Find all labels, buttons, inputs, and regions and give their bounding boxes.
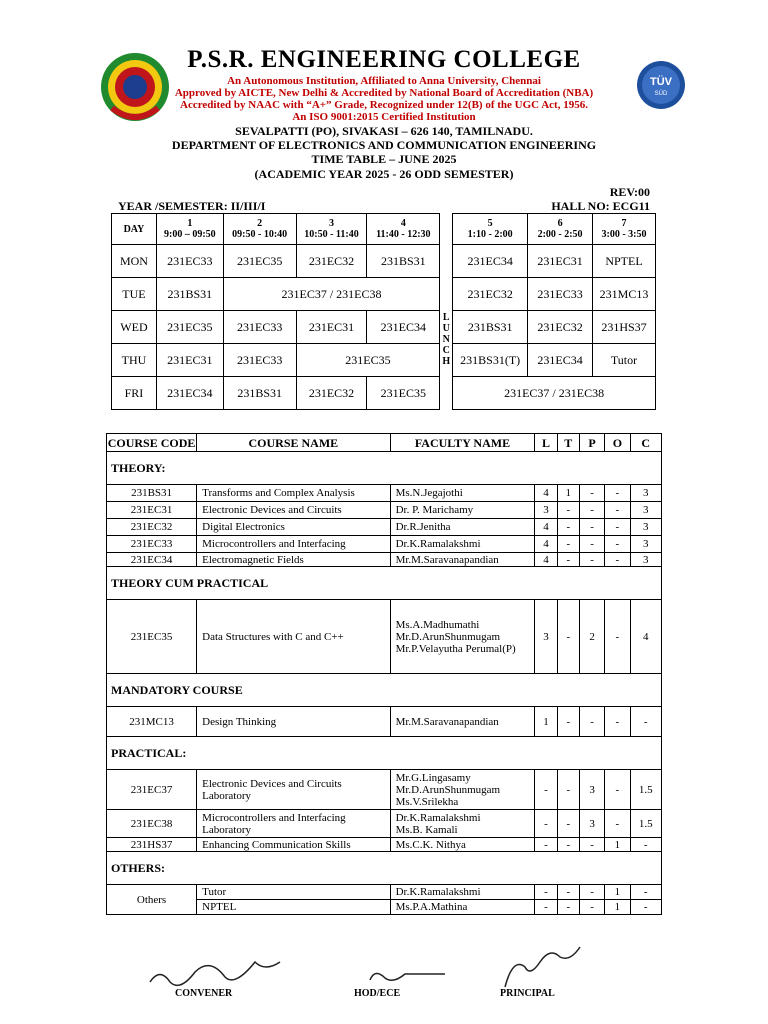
slot-cell: 231EC37 / 231EC38 <box>223 278 440 311</box>
slot-cell: 231BS31 <box>156 278 223 311</box>
faculty-name: Mr.M.Saravanapandian <box>390 553 535 567</box>
credit-p: - <box>579 838 604 852</box>
course-code: 231EC38 <box>107 810 197 838</box>
credit-o: - <box>605 485 630 502</box>
credit-p: 2 <box>579 600 604 674</box>
period-header: 3 10:50 - 11:40 <box>296 214 367 245</box>
slot-cell: 231EC32 <box>528 311 593 344</box>
credit-l: 1 <box>535 707 557 737</box>
table-row <box>107 485 662 502</box>
credit-o: 1 <box>605 838 630 852</box>
slot-cell: 231EC33 <box>223 311 296 344</box>
day-cell: THU <box>112 344 157 377</box>
day-header: DAY <box>112 214 157 245</box>
course-name: Tutor <box>197 885 390 900</box>
department: DEPARTMENT OF ELECTRONICS AND COMMUNICATION ENGINEERING <box>171 138 597 152</box>
credit-c: 3 <box>630 553 661 567</box>
faculty-name: Ms.A.Madhumathi Mr.D.ArunShunmugam Mr.P.Velayutha Perumal(P) <box>390 600 535 674</box>
slot-cell: NPTEL <box>593 245 656 278</box>
faculty-name: Dr. P. Marichamy <box>390 502 535 519</box>
course-code: 231MC13 <box>107 707 197 737</box>
section-theory: THEORY: <box>107 452 662 485</box>
section-mandatory: MANDATORY COURSE <box>107 674 662 707</box>
timetable <box>111 213 656 410</box>
credit-l: 4 <box>535 553 557 567</box>
credit-c: 4 <box>630 600 661 674</box>
faculty-name: Ms.P.A.Mathina <box>390 900 535 915</box>
course-name: Design Thinking <box>197 707 390 737</box>
faculty-name: Mr.M.Saravanapandian <box>390 707 535 737</box>
credit-c: - <box>630 885 661 900</box>
faculty-name: Ms.C.K. Nithya <box>390 838 535 852</box>
table-row <box>107 810 662 838</box>
day-cell: MON <box>112 245 157 278</box>
lunch-column: L U N C H <box>440 214 453 410</box>
credit-c: 3 <box>630 519 661 536</box>
revision: REV:00 <box>609 185 650 199</box>
credit-o: - <box>605 502 630 519</box>
credit-p: - <box>579 502 604 519</box>
credit-t: - <box>557 707 579 737</box>
section-practical: PRACTICAL: <box>107 737 662 770</box>
faculty-name: Ms.N.Jegajothi <box>390 485 535 502</box>
course-code: 231EC37 <box>107 770 197 810</box>
section-others: OTHERS: <box>107 852 662 885</box>
course-code: 231HS37 <box>107 838 197 852</box>
tuv-sub: SÜD <box>654 91 668 97</box>
academic-year: (ACADEMIC YEAR 2025 - 26 ODD SEMESTER) <box>254 167 514 181</box>
faculty-name: Dr.K.Ramalakshmi Ms.B. Kamali <box>390 810 535 838</box>
credit-c: 3 <box>630 536 661 553</box>
principal-label: PRINCIPAL <box>500 988 555 999</box>
credit-c: 1.5 <box>630 770 661 810</box>
section-row <box>107 567 662 600</box>
credit-l: - <box>535 838 557 852</box>
slot-cell: 231BS31(T) <box>453 344 528 377</box>
credit-o: - <box>605 707 630 737</box>
credit-l: 4 <box>535 536 557 553</box>
credit-t: - <box>557 519 579 536</box>
credit-o: 1 <box>605 900 630 915</box>
course-code: 231BS31 <box>107 485 197 502</box>
slot-cell: 231EC31 <box>528 245 593 278</box>
credit-l: 4 <box>535 519 557 536</box>
tuv-text: TÜV <box>650 76 672 88</box>
col-header: COURSE CODE <box>107 435 196 450</box>
credit-t: - <box>557 600 579 674</box>
slot-cell: Tutor <box>593 344 656 377</box>
credit-p: - <box>579 519 604 536</box>
slot-cell: 231EC32 <box>453 278 528 311</box>
credit-l: - <box>535 810 557 838</box>
credit-o: - <box>605 519 630 536</box>
timetable-row-fri <box>112 377 656 410</box>
slot-cell: 231MC13 <box>593 278 656 311</box>
slot-cell: 231EC34 <box>367 311 440 344</box>
course-name: Data Structures with C and C++ <box>197 600 390 674</box>
slot-cell: 231EC34 <box>528 344 593 377</box>
credit-o: - <box>605 553 630 567</box>
col-header: O <box>605 434 630 452</box>
period-header: 2 09:50 - 10:40 <box>223 214 296 245</box>
credit-t: - <box>557 810 579 838</box>
course-name: Transforms and Complex Analysis <box>197 485 390 502</box>
year-semester: YEAR /SEMESTER: II/III/I <box>118 199 266 213</box>
period-header: 1 9:00 – 09:50 <box>156 214 223 245</box>
credit-t: - <box>557 900 579 915</box>
credit-l: 3 <box>535 600 557 674</box>
credit-o: - <box>605 536 630 553</box>
section-row <box>107 674 662 707</box>
credit-p: - <box>579 900 604 915</box>
slot-cell: 231EC34 <box>453 245 528 278</box>
slot-cell: 231EC33 <box>156 245 223 278</box>
credit-c: 3 <box>630 502 661 519</box>
header-line-1: An Autonomous Institution, Affiliated to Anna University, Chennai <box>227 75 541 87</box>
course-code: 231EC34 <box>107 553 197 567</box>
slot-cell: 231EC33 <box>223 344 296 377</box>
table-row <box>107 502 662 519</box>
slot-cell: 231EC35 <box>367 377 440 410</box>
slot-cell: 231BS31 <box>223 377 296 410</box>
course-name: Electromagnetic Fields <box>197 553 390 567</box>
course-name: NPTEL <box>197 900 390 915</box>
course-name: Electronic Devices and Circuits <box>197 502 390 519</box>
slot-cell: 231EC35 <box>156 311 223 344</box>
table-row <box>107 519 662 536</box>
faculty-name: Mr.G.Lingasamy Mr.D.ArunShunmugam Ms.V.Srilekha <box>390 770 535 810</box>
college-name: P.S.R. ENGINEERING COLLEGE <box>187 46 581 73</box>
table-row <box>107 600 662 674</box>
col-header: C <box>630 434 661 452</box>
credit-c: - <box>630 838 661 852</box>
col-header: P <box>579 434 604 452</box>
hod-label: HOD/ECE <box>354 988 401 999</box>
faculty-name: Dr.K.Ramalakshmi <box>390 536 535 553</box>
slot-cell: 231EC34 <box>156 377 223 410</box>
period-header: 6 2:00 - 2:50 <box>528 214 593 245</box>
address: SEVALPATTI (PO), SIVAKASI – 626 140, TAMILNADU. <box>235 124 533 138</box>
course-name: Microcontrollers and Interfacing <box>197 536 390 553</box>
course-name: Electronic Devices and Circuits Laboratory <box>197 770 390 810</box>
credit-c: 1.5 <box>630 810 661 838</box>
col-header: L <box>535 434 557 452</box>
timetable-header-row <box>112 214 656 245</box>
credit-p: 3 <box>579 810 604 838</box>
course-code: Others <box>107 885 197 915</box>
credit-t: - <box>557 885 579 900</box>
credit-p: - <box>579 485 604 502</box>
slot-cell: 231BS31 <box>453 311 528 344</box>
course-code: 231EC31 <box>107 502 197 519</box>
credit-t: 1 <box>557 485 579 502</box>
slot-cell: 231BS31 <box>367 245 440 278</box>
hall-number: HALL NO: ECG11 <box>551 199 650 213</box>
course-code: 231EC33 <box>107 536 197 553</box>
course-table <box>106 433 662 915</box>
slot-cell: 231EC31 <box>296 311 367 344</box>
faculty-name: Dr.R.Jenitha <box>390 519 535 536</box>
table-row <box>107 770 662 810</box>
credit-p: - <box>579 707 604 737</box>
header-line-2: Approved by AICTE, New Delhi & Accredited by National Board of Accreditation (NBA) <box>174 87 594 99</box>
credit-o: - <box>605 600 630 674</box>
section-row <box>107 452 662 485</box>
credit-t: - <box>557 770 579 810</box>
credit-l: 3 <box>535 502 557 519</box>
timetable-row-tue <box>112 278 656 311</box>
section-row <box>107 737 662 770</box>
credit-l: - <box>535 885 557 900</box>
col-header: T <box>557 434 579 452</box>
slot-cell: 231EC33 <box>528 278 593 311</box>
slot-cell: 231EC35 <box>296 344 440 377</box>
course-header-row <box>107 434 662 452</box>
credit-p: 3 <box>579 770 604 810</box>
table-row <box>107 536 662 553</box>
credit-t: - <box>557 536 579 553</box>
day-cell: FRI <box>112 377 157 410</box>
slot-cell: 231EC31 <box>156 344 223 377</box>
header-line-3: Accredited by NAAC with “A+” Grade, Recognized under 12(B) of the UGC Act, 1956. <box>180 99 588 111</box>
course-code: 231EC35 <box>107 600 197 674</box>
section-tcp: THEORY CUM PRACTICAL <box>107 567 662 600</box>
credit-l: 4 <box>535 485 557 502</box>
day-cell: TUE <box>112 278 157 311</box>
col-header: FACULTY NAME <box>390 434 535 452</box>
course-name: Enhancing Communication Skills <box>197 838 390 852</box>
credit-c: - <box>630 707 661 737</box>
credit-t: - <box>557 553 579 567</box>
slot-cell: 231HS37 <box>593 311 656 344</box>
table-row <box>107 885 662 900</box>
period-header: 5 1:10 - 2:00 <box>453 214 528 245</box>
signature-area <box>120 942 650 1012</box>
credit-p: - <box>579 536 604 553</box>
convener-label: CONVENER <box>175 988 233 999</box>
hod-signature <box>370 973 445 980</box>
period-header: 7 3:00 - 3:50 <box>593 214 656 245</box>
timetable-row-thu <box>112 344 656 377</box>
credit-o: 1 <box>605 885 630 900</box>
course-code: 231EC32 <box>107 519 197 536</box>
course-name: Microcontrollers and Interfacing Laboratory <box>197 810 390 838</box>
course-name: Digital Electronics <box>197 519 390 536</box>
table-row <box>107 553 662 567</box>
credit-l: - <box>535 900 557 915</box>
col-header: COURSE NAME <box>197 434 390 452</box>
credit-o: - <box>605 770 630 810</box>
credit-t: - <box>557 502 579 519</box>
credit-t: - <box>557 838 579 852</box>
principal-signature <box>505 947 580 987</box>
slot-cell: 231EC35 <box>223 245 296 278</box>
slot-cell: 231EC32 <box>296 245 367 278</box>
slot-cell: 231EC32 <box>296 377 367 410</box>
convener-signature <box>150 962 280 985</box>
credit-p: - <box>579 885 604 900</box>
table-row <box>107 838 662 852</box>
timetable-row-mon <box>112 245 656 278</box>
credit-l: - <box>535 770 557 810</box>
credit-c: - <box>630 900 661 915</box>
credit-p: - <box>579 553 604 567</box>
header-line-4: An ISO 9001:2015 Certified Institution <box>292 111 476 123</box>
table-row <box>107 707 662 737</box>
slot-cell: 231EC37 / 231EC38 <box>453 377 656 410</box>
document-title: TIME TABLE – JUNE 2025 <box>311 152 457 166</box>
period-header: 4 11:40 - 12:30 <box>367 214 440 245</box>
section-row <box>107 852 662 885</box>
credit-c: 3 <box>630 485 661 502</box>
credit-o: - <box>605 810 630 838</box>
faculty-name: Dr.K.Ramalakshmi <box>390 885 535 900</box>
timetable-row-wed <box>112 311 656 344</box>
day-cell: WED <box>112 311 157 344</box>
